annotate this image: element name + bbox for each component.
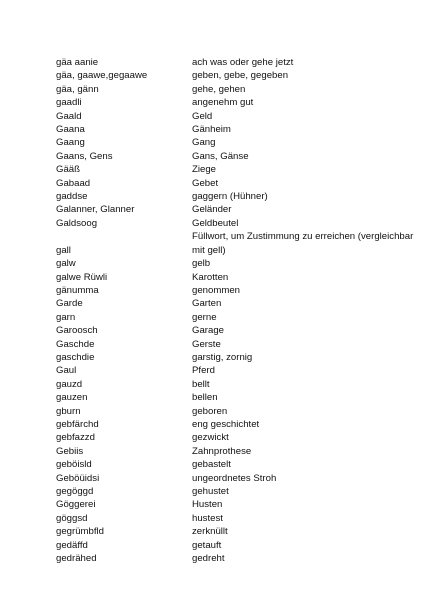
glossary-row [56,217,422,230]
dialect-term: gaadli [56,97,82,109]
glossary-row [56,190,422,203]
glossary-row [56,271,422,284]
glossary-row [56,311,422,324]
glossary-row [56,257,422,270]
glossary-row [56,525,422,538]
standard-german-translation: Gebet [192,177,219,189]
dialect-term: gäa aanie [56,57,99,68]
glossary-row [56,391,422,404]
dialect-term: Gaans, Gens [56,150,113,162]
dialect-term: Galanner, Glanner [56,204,135,216]
dialect-term: galwe Rüwli [56,271,108,283]
glossary-row [56,324,422,337]
standard-german-translation: Karotten [192,271,229,283]
dialect-term: Geböüidsi [56,472,100,484]
dialect-term: gauzen [56,392,88,404]
standard-german-translation: Pferd [192,365,215,377]
standard-german-translation: hustest [192,512,223,524]
dialect-term: gebfazzd [56,432,95,444]
dialect-term: göggsd [56,512,88,524]
glossary-row [56,458,422,471]
dialect-term: Garde [56,298,83,310]
standard-german-translation: Gerste [192,338,221,350]
standard-german-translation: gedreht [192,553,225,565]
dialect-term: gedäffd [56,539,88,551]
standard-german-translation: Husten [192,499,223,511]
glossary-row [56,539,422,552]
dialect-term: garn [56,311,76,323]
standard-german-translation: gehe, gehen [192,83,246,95]
dialect-term: geböisld [56,459,92,471]
standard-german-translation: Garten [192,298,222,310]
dialect-term: galw [56,258,76,270]
glossary-row [56,364,422,377]
glossary-row [56,110,422,123]
dialect-term: Gaald [56,110,82,122]
dialect-term: gall [56,244,71,256]
glossary-row [56,136,422,149]
dialect-term: gaddse [56,191,88,203]
dialect-term: Galdsoog [56,217,98,229]
glossary-row [56,512,422,525]
standard-german-translation: gebastelt [192,459,231,471]
standard-german-translation: ungeordnetes Stroh [192,472,277,484]
dialect-term: Gabaad [56,177,91,189]
dialect-term: gäa, gaawe,gegaawe [56,70,148,82]
standard-german-translation: gezwickt [192,432,229,444]
glossary-row [56,177,422,190]
glossary-row [56,431,422,444]
glossary-row [56,230,422,257]
dialect-term: Göggerei [56,499,96,511]
standard-german-translation: Geländer [192,204,232,216]
dialect-term: Gääß [56,164,80,176]
glossary-row [56,338,422,351]
standard-german-translation: geboren [192,405,228,417]
standard-german-translation: genommen [192,284,240,296]
dialect-term: Gaana [56,124,85,136]
glossary-row [56,203,422,216]
standard-german-translation: Garage [192,325,224,337]
glossary-row [56,96,422,109]
standard-german-translation: Geldbeutel [192,217,239,229]
dialect-term: gedrähed [56,553,97,565]
standard-german-translation: Geld [192,110,213,122]
glossary-row [56,297,422,310]
glossary-row [56,69,422,82]
glossary-row [56,150,422,163]
standard-german-translation: garstig, zornig [192,351,253,363]
standard-german-translation: gaggern (Hühner) [192,191,268,203]
dialect-term: gebfärchd [56,418,99,430]
dialect-term: gäa, gänn [56,83,99,95]
dialect-term: gegrümbfld [56,526,104,538]
dialect-term: Gaang [56,137,85,149]
glossary-row [56,472,422,485]
dialect-term: Gaschde [56,338,95,350]
dialect-term: gaschdie [56,351,95,363]
dialect-term: gänumma [56,284,99,296]
glossary-table [56,56,422,565]
glossary-row [56,163,422,176]
glossary-row [56,445,422,458]
glossary-row [56,498,422,511]
standard-german-translation: zerknüllt [192,526,228,538]
dialect-term: Gaul [56,365,77,377]
standard-german-translation: Gang [192,137,216,149]
standard-german-translation: geben, gebe, gegeben [192,70,289,82]
standard-german-translation: gerne [192,311,217,323]
dialect-term: gauzd [56,378,83,390]
standard-german-translation: bellt [192,378,210,390]
glossary-row [56,405,422,418]
glossary-row [56,56,422,69]
standard-german-translation: Gänheim [192,124,231,136]
standard-german-translation: gehustet [192,486,229,497]
standard-german-translation: Füllwort, um Zustimmung zu erreichen (vergleichbar mit gell) [192,231,414,256]
glossary-row [56,123,422,136]
standard-german-translation: Zahnprothese [192,445,252,457]
glossary-row [56,284,422,297]
glossary-row [56,83,422,96]
standard-german-translation: gelb [192,258,211,270]
standard-german-translation: Gans, Gänse [192,150,249,162]
dialect-term: gegöggd [56,486,94,497]
glossary-row [56,485,422,498]
standard-german-translation: angenehm gut [192,97,254,109]
dialect-term: Gebiis [56,445,84,457]
dialect-term: gburn [56,405,81,417]
standard-german-translation: eng geschichtet [192,418,260,430]
standard-german-translation: ach was oder gehe jetzt [192,57,294,68]
glossary-row [56,552,422,565]
standard-german-translation: bellen [192,392,218,404]
dialect-term: Garoosch [56,325,98,337]
glossary-row [56,351,422,364]
standard-german-translation: getauft [192,539,222,551]
glossary-row [56,418,422,431]
glossary-row [56,378,422,391]
standard-german-translation: Ziege [192,164,216,176]
